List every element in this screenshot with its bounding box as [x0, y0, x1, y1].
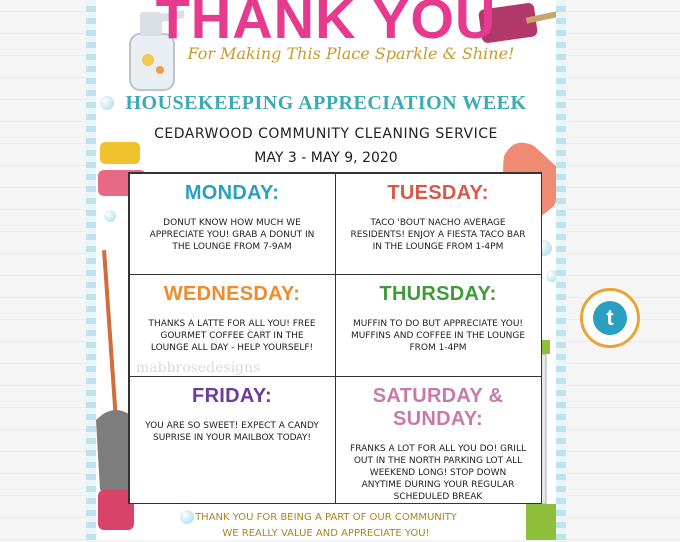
badge-letter: t [593, 301, 627, 335]
bubble-decoration [104, 210, 116, 222]
day-description: FRANKS A LOT FOR ALL YOU DO! GRILL OUT IN THE NORTH PARKING LOT ALL WEEKEND LONG! STOP DOWN ANYTIME DURING YOUR REGULAR SCHEDULED BREAK [350, 443, 526, 502]
template-badge [580, 288, 640, 348]
day-description: YOU ARE SO SWEET! EXPECT A CANDY SUPRISE IN YOUR MAILBOX TODAY! [145, 420, 319, 443]
day-label: TUESDAY: [387, 181, 489, 204]
flyer [86, 0, 566, 540]
event-name: HOUSEKEEPING APPRECIATION WEEK [125, 92, 527, 114]
company-name: CEDARWOOD COMMUNITY CLEANING SERVICE [154, 126, 498, 142]
day-description: TACO 'BOUT NACHO AVERAGE RESIDENTS! ENJOY A FIESTA TACO BAR IN THE LOUNGE FROM 1-4PM [350, 217, 526, 252]
flyer-footer [96, 510, 556, 542]
schedule-cell-monday [129, 173, 336, 276]
schedule-cell-weekend [335, 376, 542, 504]
day-label: WEDNESDAY: [163, 283, 301, 305]
flyer-subtitle: For Making This Place Sparkle & Shine! [187, 44, 515, 63]
schedule-cell-friday [129, 376, 336, 504]
day-label: FRIDAY: [192, 384, 272, 407]
day-label: SATURDAY & SUNDAY: [372, 384, 504, 430]
flyer-title: THANK YOU [155, 0, 497, 50]
schedule-grid [128, 172, 542, 504]
day-description: DONUT KNOW HOW MUCH WE APPRECIATE YOU! GRAB A DONUT IN THE LOUNGE FROM 7-9AM [149, 217, 315, 252]
schedule-cell-thursday [335, 274, 542, 377]
footer-line-1: THANK YOU FOR BEING A PART OF OUR COMMUNITY [195, 512, 457, 523]
schedule-cell-tuesday [335, 173, 542, 276]
day-description: THANKS A LATTE FOR ALL YOU! FREE GOURMET COFFEE CART IN THE LOUNGE ALL DAY - HELP YOURSELF! [148, 319, 316, 353]
event-dates: MAY 3 - MAY 9, 2020 [254, 150, 398, 166]
watermark: mabbrosedesigns [136, 360, 261, 376]
day-label: MONDAY: [184, 181, 280, 204]
bubble-decoration [546, 270, 558, 282]
day-description: MUFFIN TO DO BUT APPRECIATE YOU! MUFFINS AND COFFEE IN THE LOUNGE FROM 1-4PM [350, 319, 526, 353]
footer-line-2: WE REALLY VALUE AND APPRECIATE YOU! [222, 528, 430, 539]
day-label: THURSDAY: [379, 283, 497, 305]
